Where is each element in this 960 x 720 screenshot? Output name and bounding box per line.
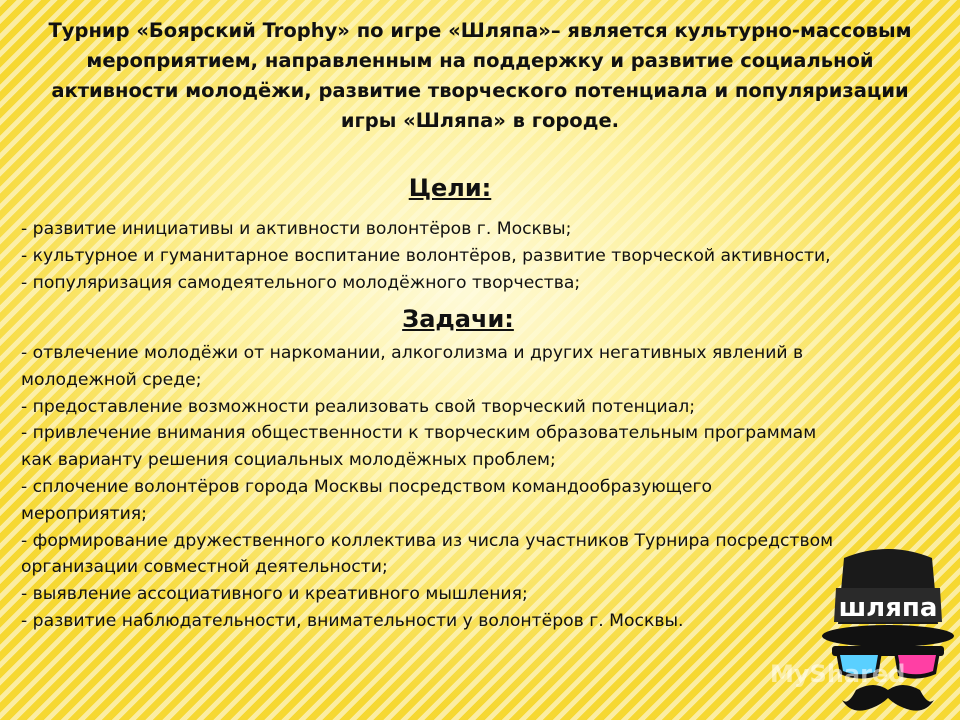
task-line: - формирование дружественного коллектива из числа участников Турнира посредством — [21, 530, 834, 551]
task-line: мероприятия; — [21, 503, 147, 524]
goals-list — [21, 216, 931, 296]
intro-paragraph — [30, 16, 930, 136]
task-line: - предоставление возможности реализовать свой творческий потенциал; — [21, 396, 696, 417]
task-line: молодежной среде; — [21, 369, 202, 390]
task-line: как варианту решения социальных молодёжных проблем; — [21, 450, 556, 471]
task-line: - привлечение внимания общественности к творческим образовательным программам — [21, 423, 817, 444]
tasks-heading: Задачи: — [402, 305, 514, 333]
hat-glasses-mustache-icon — [822, 540, 954, 716]
tasks-list — [21, 340, 931, 635]
goal-item: - популяризация самодеятельного молодёжного творчества; — [21, 272, 581, 293]
task-line: - отвлечение молодёжи от наркомании, алкоголизма и других негативных явлений в — [21, 343, 804, 363]
task-line: - сплочение волонтёров города Москвы посредством командообразующего — [21, 476, 712, 497]
watermark: MyShared — [770, 660, 906, 688]
task-line: - выявление ассоциативного и креативного мышления; — [21, 584, 528, 605]
intro-line: активности молодёжи, развитие творческого потенциала и популяризации — [51, 79, 909, 102]
goal-item: - развитие инициативы и активности волонтёров г. Москвы; — [21, 219, 572, 239]
task-line: организации совместной деятельности; — [21, 557, 388, 578]
intro-line: мероприятием, направленным на поддержку и развитие социальной — [86, 49, 874, 72]
logo-text: шляпа — [838, 593, 938, 623]
task-line: - развитие наблюдательности, внимательности у волонтёров г. Москвы. — [21, 610, 684, 631]
intro-line: игры «Шляпа» в городе. — [340, 109, 620, 132]
goals-heading: Цели: — [408, 174, 492, 202]
intro-line: Турнир «Боярский Trophy» по игре «Шляпа»– является культурно-массовым — [48, 19, 912, 42]
goal-item: - культурное и гуманитарное воспитание волонтёров, развитие творческой активности, — [21, 245, 831, 266]
